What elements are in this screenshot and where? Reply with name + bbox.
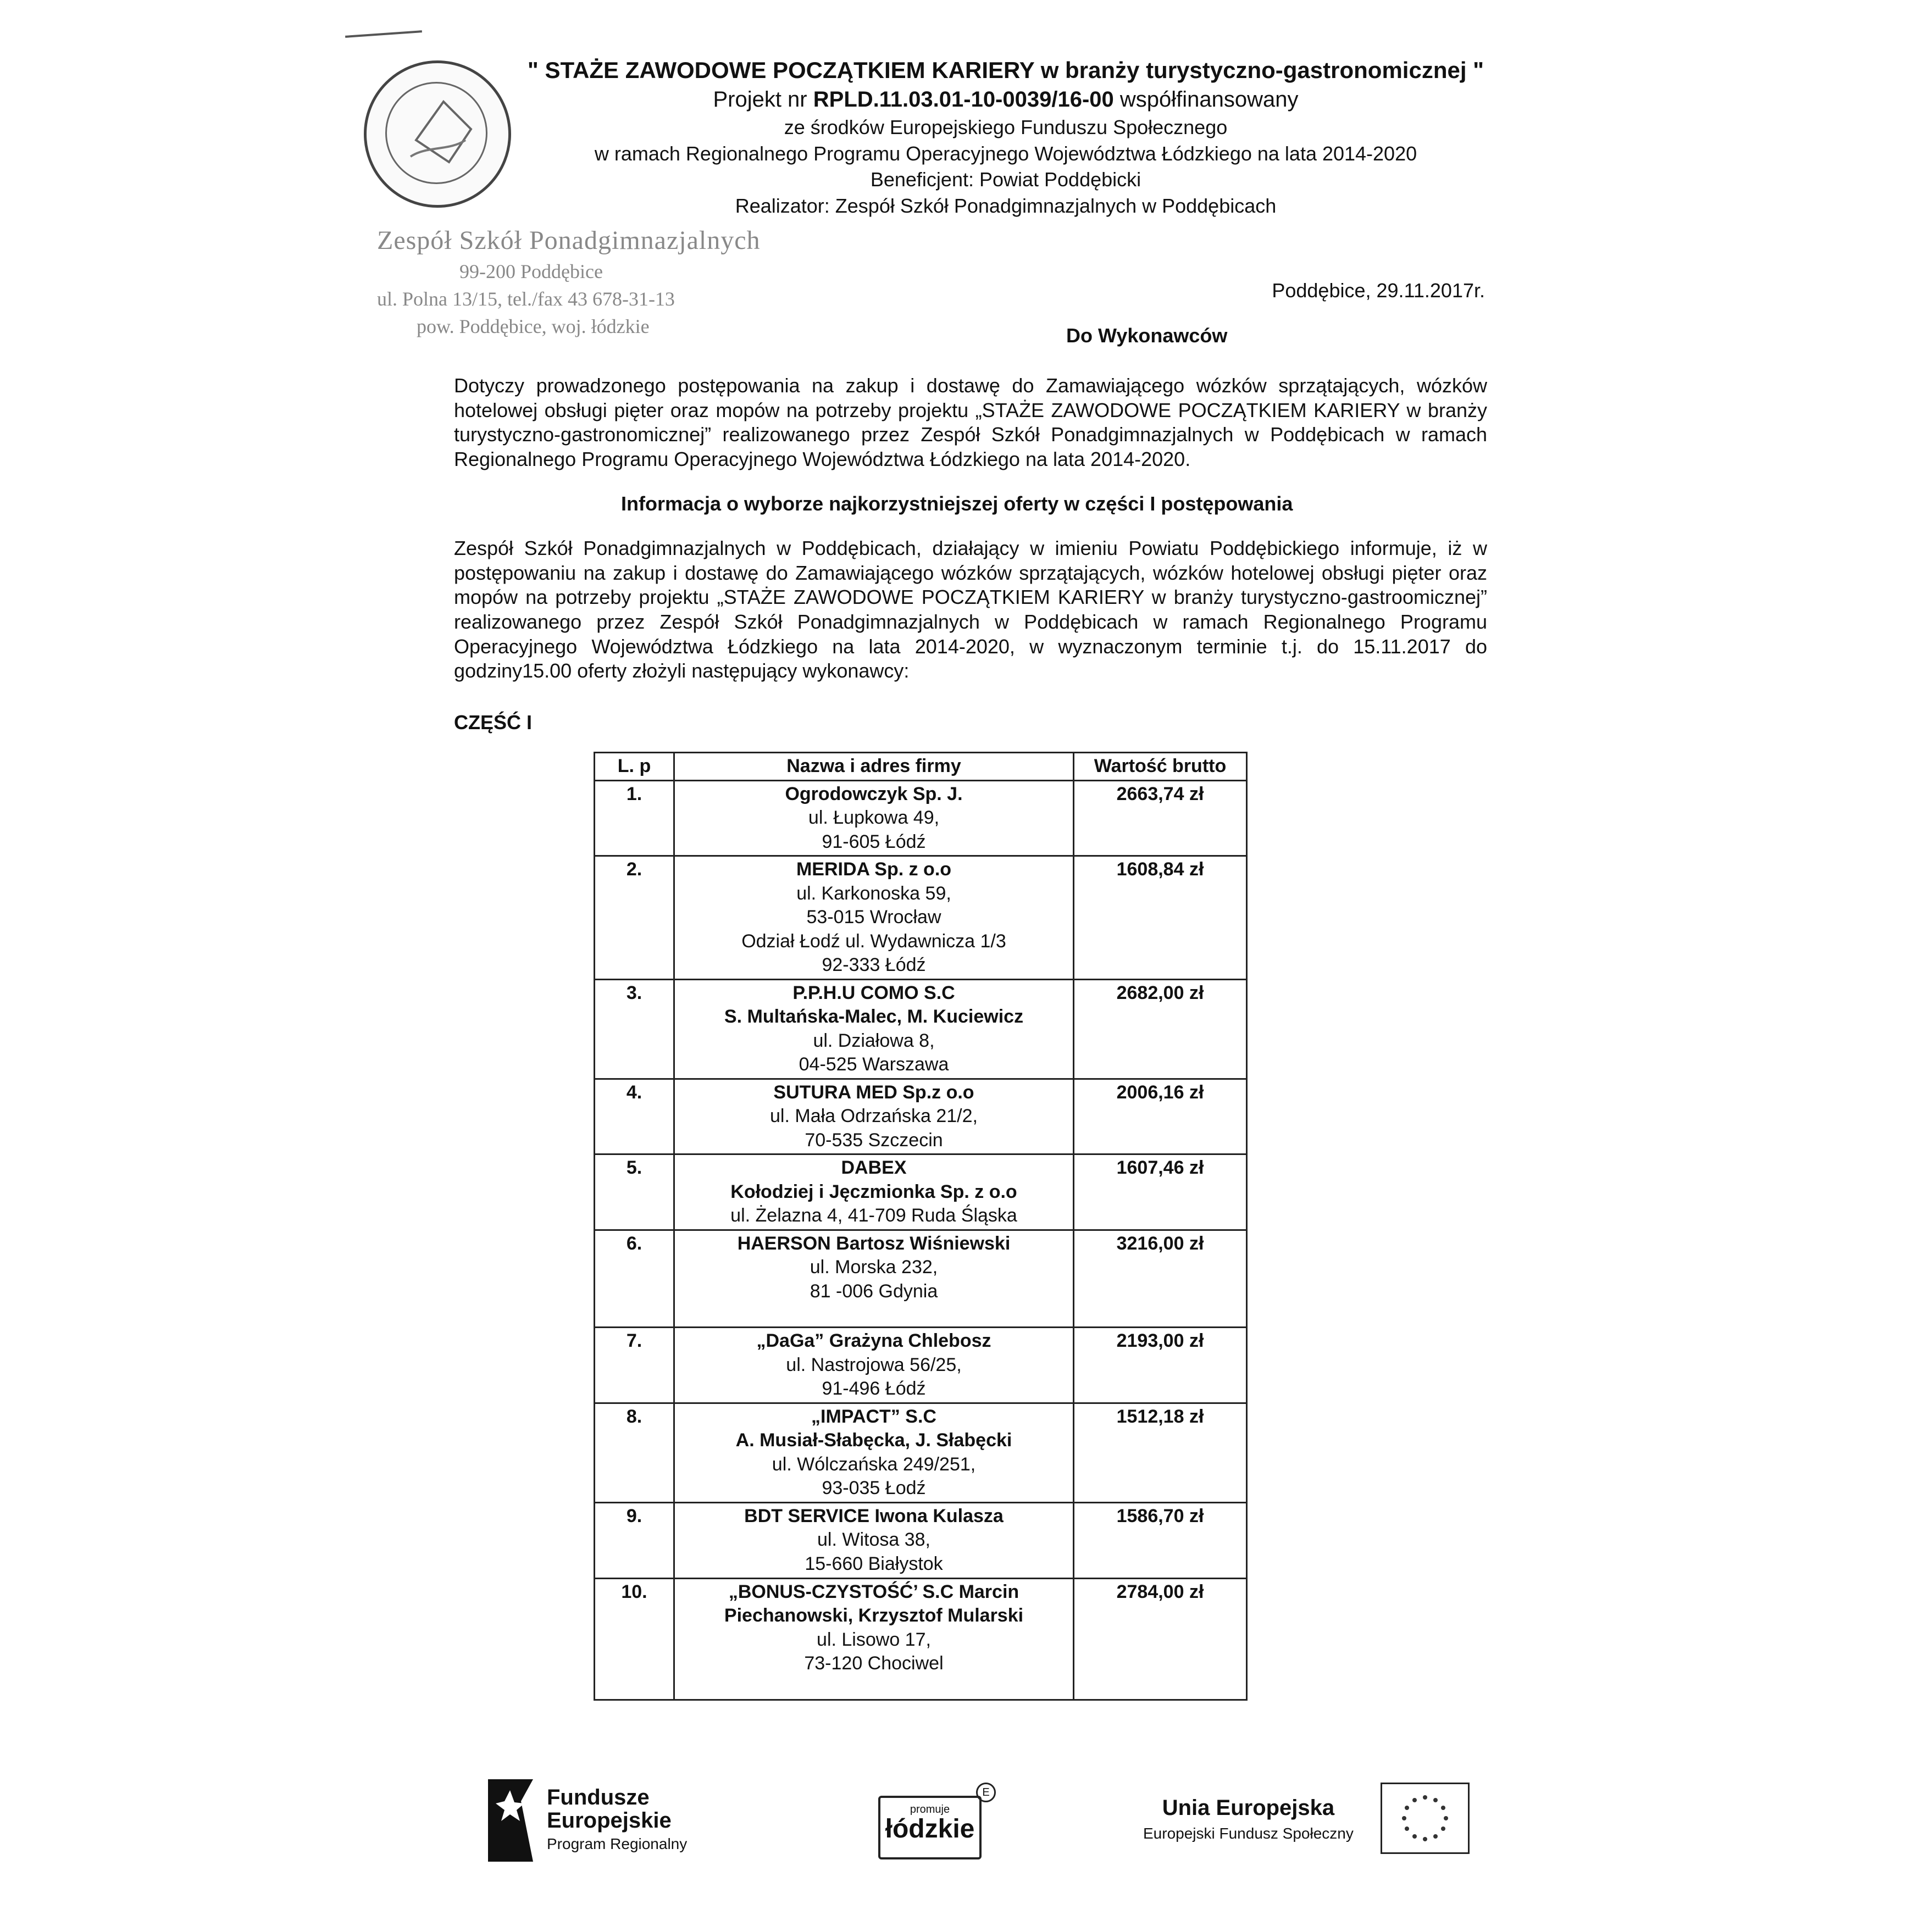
eu-star-icon — [1412, 1798, 1417, 1802]
firm-name: Ogrodowczyk Sp. J. — [785, 783, 963, 804]
firm-address: 04-525 Warszawa — [799, 1054, 949, 1075]
column-header-value: Wartość brutto — [1074, 753, 1247, 781]
stamp-line: pow. Poddębice, woj. łódzkie — [417, 315, 650, 337]
beneficiary-line: Beneficjent: Powiat Poddębicki — [870, 168, 1141, 191]
firm-address: 15-660 Białystok — [805, 1553, 943, 1574]
row-number: 1. — [595, 780, 674, 856]
row-number: 5. — [595, 1154, 674, 1230]
firm-address: 92-333 Łódź — [822, 954, 926, 976]
firm-name: DABEX — [841, 1157, 907, 1179]
eu-star-icon — [1441, 1826, 1445, 1831]
firm-cell — [674, 856, 1074, 980]
eu-text: Unia Europejska Europejski Fundusz Społeczny — [1143, 1796, 1354, 1842]
firm-address: ul. Morska 232, — [810, 1257, 938, 1278]
eu-star-icon — [1441, 1806, 1445, 1810]
firm-address: Odział Łodź ul. Wydawnicza 1/3 — [741, 930, 1006, 952]
program-line: w ramach Regionalnego Programu Operacyjnego Województwa Łódzkiego na lata 2014-2020 — [594, 142, 1417, 165]
table-header-row — [595, 753, 1247, 781]
gross-value: 2006,16 zł — [1074, 1079, 1247, 1154]
firm-name: P.P.H.U COMO S.C — [792, 982, 955, 1003]
table-row — [595, 1079, 1247, 1154]
school-stamp — [377, 225, 762, 338]
column-header-lp: L. p — [595, 753, 674, 781]
stamp-line: Zespół Szkół Ponadgimnazjalnych — [377, 226, 761, 255]
firm-address — [678, 1676, 1069, 1698]
firm-name: BDT SERVICE Iwona Kulasza — [744, 1505, 1004, 1526]
eu-star-icon — [1402, 1816, 1406, 1820]
firm-address: ul. Żelazna 4, 41-709 Ruda Śląska — [730, 1205, 1017, 1226]
firm-address: 73-120 Chociwel — [804, 1653, 944, 1674]
document-header — [495, 55, 1517, 219]
eu-star-icon — [1423, 1837, 1427, 1841]
firm-cell — [674, 1154, 1074, 1230]
offers-table — [594, 752, 1248, 1701]
section-label: CZĘŚĆ I — [454, 711, 533, 734]
place-date: Poddębice, 29.11.2017r. — [1272, 279, 1485, 302]
school-seal-icon — [364, 60, 511, 208]
eu-star-icon — [1412, 1834, 1417, 1839]
firm-cell — [674, 1502, 1074, 1578]
stamp-line: ul. Polna 13/15, tel./fax 43 678-31-13 — [377, 288, 675, 310]
firm-cell — [674, 1079, 1074, 1154]
eu-star-icon — [1405, 1806, 1409, 1810]
firm-address: ul. Lisowo 17, — [817, 1629, 931, 1650]
column-header-name: Nazwa i adres firmy — [674, 753, 1074, 781]
scan-mark — [345, 30, 422, 38]
implementer-line: Realizator: Zespół Szkół Ponadgimnazjalnych w Poddębicach — [735, 194, 1277, 217]
table-row — [595, 1230, 1247, 1328]
project-number-line: Projekt nr RPLD.11.03.01-10-0039/16-00 współfinansowany — [713, 87, 1299, 112]
table-row — [595, 1154, 1247, 1230]
row-number: 6. — [595, 1230, 674, 1328]
firm-address: ul. Działowa 8, — [813, 1030, 935, 1051]
addressee: Do Wykonawców — [1066, 324, 1228, 347]
firm-cell — [674, 1230, 1074, 1328]
firm-name: S. Multańska-Malec, M. Kuciewicz — [724, 1006, 1024, 1028]
info-paragraph: Zespół Szkół Ponadgimnazjalnych w Poddębicach, działający w imieniu Powiatu Poddębickiego informuje, iż w postępowaniu na zakup i dostawę do Zamawiającego wózków sprzątających, wózków hotelowej obsługi pięter oraz mopów na potrzeby projektu „STAŻE ZAWODOWE POCZĄTKIEM KARIERY w branży turystyczno-gastroomicznej” realizowanego przez Zespół Szkół Ponadgimnazjalnych w Poddębicach w ramach Regionalnego Programu Operacyjnego Województwa Łódzkiego na lata 2014-2020, w wyznaczonym terminie t.j. do 15.11.2017 do godziny15.00 oferty złożyli następujący wykonawcy: — [454, 537, 1487, 682]
offers-table-body — [595, 780, 1247, 1700]
eu-star-icon — [1444, 1816, 1448, 1820]
row-number: 3. — [595, 979, 674, 1079]
firm-address: ul. Wólczańska 249/251, — [772, 1453, 976, 1475]
table-row — [595, 1502, 1247, 1578]
row-number: 4. — [595, 1079, 674, 1154]
firm-cell — [674, 979, 1074, 1079]
firm-name: Piechanowski, Krzysztof Mularski — [724, 1605, 1024, 1626]
table-row — [595, 780, 1247, 856]
row-number: 9. — [595, 1502, 674, 1578]
firm-name: „DaGa” Grażyna Chlebosz — [756, 1330, 991, 1352]
firm-name: A. Musiał-Słabęcka, J. Słabęcki — [735, 1430, 1012, 1451]
fundusze-europejskie-text: Fundusze Europejskie Program Regionalny — [547, 1785, 688, 1852]
firm-address: 93-035 Łodź — [822, 1478, 926, 1499]
firm-name: SUTURA MED Sp.z o.o — [773, 1081, 974, 1103]
gross-value: 2193,00 zł — [1074, 1328, 1247, 1403]
eu-flag-icon — [1381, 1783, 1470, 1854]
gross-value: 2682,00 zł — [1074, 979, 1247, 1079]
firm-name: Kołodziej i Jęczmionka Sp. z o.o — [730, 1181, 1017, 1202]
firm-cell — [674, 1328, 1074, 1403]
firm-address: 53-015 Wrocław — [806, 907, 941, 928]
firm-name: HAERSON Bartosz Wiśniewski — [737, 1233, 1011, 1254]
gross-value: 1512,18 zł — [1074, 1403, 1247, 1502]
firm-address: 81 -006 Gdynia — [810, 1280, 938, 1302]
firm-name: „BONUS-CZYSTOŚĆ’ S.C Marcin — [728, 1581, 1019, 1602]
eu-star-icon — [1433, 1798, 1438, 1802]
firm-address: ul. Witosa 38, — [817, 1529, 930, 1551]
table-row — [595, 979, 1247, 1079]
table-row — [595, 1403, 1247, 1502]
info-title: Informacja o wyborze najkorzystniejszej oferty w części I postępowania — [621, 492, 1293, 515]
row-number: 8. — [595, 1403, 674, 1502]
eu-star-icon — [1423, 1795, 1427, 1800]
gross-value: 3216,00 zł — [1074, 1230, 1247, 1328]
firm-address: ul. Nastrojowa 56/25, — [786, 1354, 962, 1375]
firm-address: ul. Łupkowa 49, — [808, 807, 940, 829]
gross-value: 2784,00 zł — [1074, 1578, 1247, 1700]
gross-value: 2663,74 zł — [1074, 780, 1247, 856]
promuje-lodzkie-logo: promuje łódzkie — [878, 1796, 982, 1859]
table-row — [595, 1328, 1247, 1403]
subject-paragraph: Dotyczy prowadzonego postępowania na zakup i dostawę do Zamawiającego wózków sprzątających, wózków hotelowej obsługi pięter oraz mopów na potrzeby projektu „STAŻE ZAWODOWE POCZĄTKIEM KARIERY w branży turystyczno-gastronomicznej” realizowanego przez Zespół Szkół Ponadgimnazjalnych w Poddębicach w ramach Regionalnego Programu Operacyjnego Województwa Łódzkiego na lata 2014-2020. — [454, 374, 1487, 470]
gross-value: 1607,46 zł — [1074, 1154, 1247, 1230]
gross-value: 1586,70 zł — [1074, 1502, 1247, 1578]
gross-value: 1608,84 zł — [1074, 856, 1247, 980]
firm-cell — [674, 780, 1074, 856]
firm-address: 70-535 Szczecin — [805, 1129, 943, 1151]
project-title: " STAŻE ZAWODOWE POCZĄTKIEM KARIERY w branży turystyczno-gastronomicznej " — [527, 57, 1484, 83]
firm-cell — [674, 1578, 1074, 1700]
firm-name: MERIDA Sp. z o.o — [796, 859, 952, 880]
firm-address: 91-496 Łódź — [822, 1378, 926, 1400]
firm-cell — [674, 1403, 1074, 1502]
firm-address — [678, 1303, 1069, 1325]
eu-star-icon — [1433, 1834, 1438, 1839]
row-number: 10. — [595, 1578, 674, 1700]
table-row — [595, 1578, 1247, 1700]
registered-mark-icon: E — [976, 1783, 996, 1802]
eu-star-icon — [1405, 1826, 1409, 1831]
firm-address: 91-605 Łódź — [822, 831, 926, 852]
firm-address: ul. Karkonoska 59, — [796, 882, 951, 904]
funding-line: ze środków Europejskiego Funduszu Społecznego — [784, 116, 1228, 139]
stamp-line: 99-200 Poddębice — [459, 260, 603, 282]
row-number: 7. — [595, 1328, 674, 1403]
row-number: 2. — [595, 856, 674, 980]
table-row — [595, 856, 1247, 980]
firm-address: ul. Mała Odrzańska 21/2, — [770, 1106, 978, 1127]
fundusze-europejskie-logo-icon — [488, 1779, 533, 1862]
firm-name: „IMPACT” S.C — [811, 1406, 936, 1427]
